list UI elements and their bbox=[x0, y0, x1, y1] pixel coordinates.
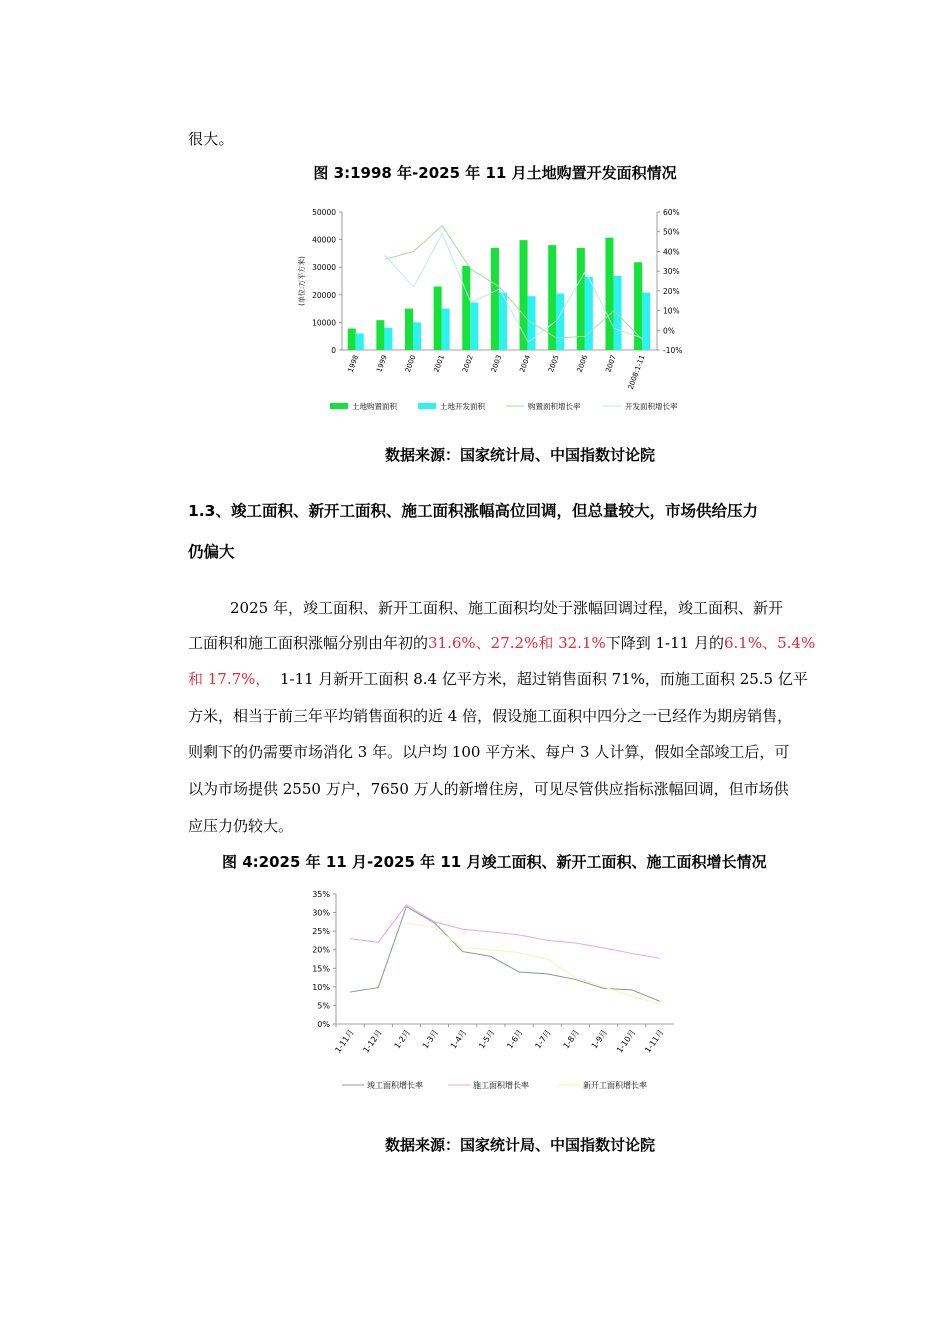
right-tick-label: 50% bbox=[663, 227, 680, 237]
series-line-completed bbox=[350, 907, 660, 1002]
y-tick-label: 10% bbox=[312, 982, 330, 992]
x-tick-label: 2005 bbox=[547, 353, 561, 374]
figure3-source: 数据来源：国家统计局、中国指数讨论院 bbox=[385, 446, 656, 464]
bar-purchase bbox=[462, 266, 470, 350]
left-tick-label: 50000 bbox=[312, 208, 336, 217]
y-tick-label: 5% bbox=[317, 1001, 330, 1011]
right-tick-label: 30% bbox=[663, 267, 680, 277]
bar-development bbox=[356, 333, 364, 350]
series-line-purchase-growth bbox=[385, 226, 643, 340]
section-heading-line2: 仍偏大 bbox=[188, 543, 235, 561]
paragraph-line-4: 方米，相当于前三年平均销售面积的近 4 倍，假设施工面积中四分之一已经作为期房销售， bbox=[188, 707, 793, 725]
x-tick-label: 1-10月 bbox=[615, 1027, 638, 1055]
series-line-development-growth bbox=[385, 234, 643, 342]
highlight-end-rates: 6.1%、5.4% bbox=[724, 634, 816, 652]
right-tick-label: 20% bbox=[663, 286, 680, 296]
paragraph-line-1 bbox=[230, 597, 783, 618]
x-tick-label: 2004 bbox=[518, 353, 533, 374]
x-tick-label: 2000 bbox=[403, 353, 418, 374]
bar-purchase bbox=[605, 238, 613, 350]
series-line-new-start bbox=[406, 923, 659, 1004]
right-tick-label: -10% bbox=[663, 346, 683, 355]
legend-label: 开发面积增长率 bbox=[625, 402, 678, 411]
bar-development bbox=[470, 303, 478, 350]
x-tick-label: 1999 bbox=[375, 353, 389, 374]
land-area-chart bbox=[290, 198, 710, 423]
bar-development bbox=[556, 293, 564, 350]
y-axis-title: (单位:万平方米) bbox=[298, 256, 306, 306]
legend-label: 购置面积增长率 bbox=[528, 402, 581, 411]
paragraph-text: 1-11 月新开工面积 8.4 亿平方米，超过销售面积 71%，而施工面积 25.5 亿平 bbox=[270, 670, 808, 688]
x-tick-label: 1998 bbox=[346, 353, 361, 374]
y-tick-label: 35% bbox=[312, 890, 330, 899]
figure3-caption: 图 3:1998 年-2025 年 11 月土地购置开发面积情况 bbox=[313, 164, 677, 182]
x-tick-label: 2001 bbox=[432, 353, 447, 374]
section-heading-line1: 1.3、竣工面积、新开工面积、施工面积涨幅高位回调，但总量较大，市场供给压力 bbox=[188, 502, 758, 520]
x-tick-label: 1-11月 bbox=[333, 1027, 356, 1055]
left-tick-label: 0 bbox=[331, 346, 336, 355]
x-tick-label: 1-7月 bbox=[533, 1027, 553, 1051]
legend-label: 土地购置面积 bbox=[352, 402, 397, 411]
bar-development bbox=[585, 277, 593, 350]
paragraph-line-3 bbox=[188, 668, 808, 689]
bar-development bbox=[413, 322, 421, 350]
figure4-source: 数据来源：国家统计局、中国指数讨论院 bbox=[385, 1136, 656, 1154]
bar-purchase bbox=[577, 248, 585, 350]
x-tick-label: 1-5月 bbox=[477, 1027, 497, 1051]
paragraph-line-2 bbox=[188, 632, 815, 653]
legend-swatch bbox=[330, 403, 348, 409]
legend-label: 土地开发面积 bbox=[440, 402, 485, 411]
bar-development bbox=[384, 328, 392, 350]
x-tick-label: 1-11月 bbox=[643, 1027, 666, 1055]
x-tick-label: 1-3月 bbox=[420, 1027, 441, 1051]
legend-swatch bbox=[418, 403, 436, 409]
paragraph-line-6: 以为市场提供 2550 万户，7650 万人的新增住房，可见尽管供应指标涨幅回调，但市场供 bbox=[188, 780, 789, 798]
y-tick-label: 15% bbox=[312, 964, 330, 974]
x-tick-label: 2002 bbox=[461, 353, 475, 374]
highlight-end-rate-construction: 和 17.7%， bbox=[188, 670, 271, 688]
paragraph-text: 工面积和施工面积涨幅分别由年初的 bbox=[188, 634, 429, 652]
y-tick-label: 0% bbox=[317, 1020, 330, 1029]
bar-purchase bbox=[491, 248, 499, 350]
bar-development bbox=[613, 276, 621, 350]
bar-purchase bbox=[348, 328, 356, 350]
left-tick-label: 40000 bbox=[312, 235, 336, 245]
left-tick-label: 10000 bbox=[312, 318, 336, 328]
series-line-construction bbox=[350, 905, 660, 958]
x-tick-label: 1-2月 bbox=[392, 1027, 413, 1051]
highlight-start-rates: 31.6%、27.2%和 32.1% bbox=[428, 634, 606, 652]
y-tick-label: 30% bbox=[312, 908, 330, 918]
right-tick-label: 0% bbox=[663, 326, 675, 336]
bar-development bbox=[642, 293, 650, 350]
y-tick-label: 25% bbox=[312, 927, 330, 937]
bar-purchase bbox=[405, 309, 413, 350]
left-tick-label: 20000 bbox=[312, 290, 336, 300]
bar-development bbox=[442, 309, 450, 350]
paragraph-text: 2025 年，竣工面积、新开工面积、施工面积均处于涨幅回调过程，竣工面积、新开 bbox=[230, 599, 783, 617]
x-tick-label: 2008:1-11 bbox=[626, 353, 647, 391]
x-tick-label: 1-6月 bbox=[505, 1027, 525, 1051]
bar-purchase bbox=[376, 320, 384, 350]
intro-tail: 很大。 bbox=[188, 130, 234, 148]
bar-purchase bbox=[434, 287, 442, 350]
right-tick-label: 40% bbox=[663, 247, 680, 257]
x-tick-label: 1-9月 bbox=[589, 1027, 610, 1051]
legend-label: 竣工面积增长率 bbox=[367, 1081, 423, 1090]
figure4-caption: 图 4:2025 年 11 月-2025 年 11 月竣工面积、新开工面积、施工面积增长情况 bbox=[222, 853, 767, 871]
x-tick-label: 1-8月 bbox=[561, 1027, 582, 1051]
paragraph-text: 下降到 1-11 月的 bbox=[605, 634, 724, 652]
right-tick-label: 10% bbox=[663, 306, 680, 316]
y-tick-label: 20% bbox=[312, 945, 330, 955]
legend-label: 新开工面积增长率 bbox=[583, 1081, 647, 1090]
left-tick-label: 30000 bbox=[312, 263, 336, 273]
x-tick-label: 1-4月 bbox=[448, 1027, 469, 1051]
x-tick-label: 2007 bbox=[604, 353, 618, 374]
legend-label: 施工面积增长率 bbox=[473, 1081, 529, 1090]
x-tick-label: 2003 bbox=[489, 353, 504, 374]
right-tick-label: 60% bbox=[663, 208, 680, 217]
bar-purchase bbox=[548, 245, 556, 350]
x-tick-label: 1-12月 bbox=[361, 1027, 384, 1055]
paragraph-line-7: 应压力仍较大。 bbox=[188, 817, 294, 835]
area-growth-chart bbox=[300, 884, 700, 1096]
paragraph-line-5: 则剩下的仍需要市场消化 3 年。以户均 100 平方米、每户 3 人计算，假如全部竣工后，可 bbox=[188, 743, 790, 761]
x-tick-label: 2006 bbox=[575, 353, 590, 374]
